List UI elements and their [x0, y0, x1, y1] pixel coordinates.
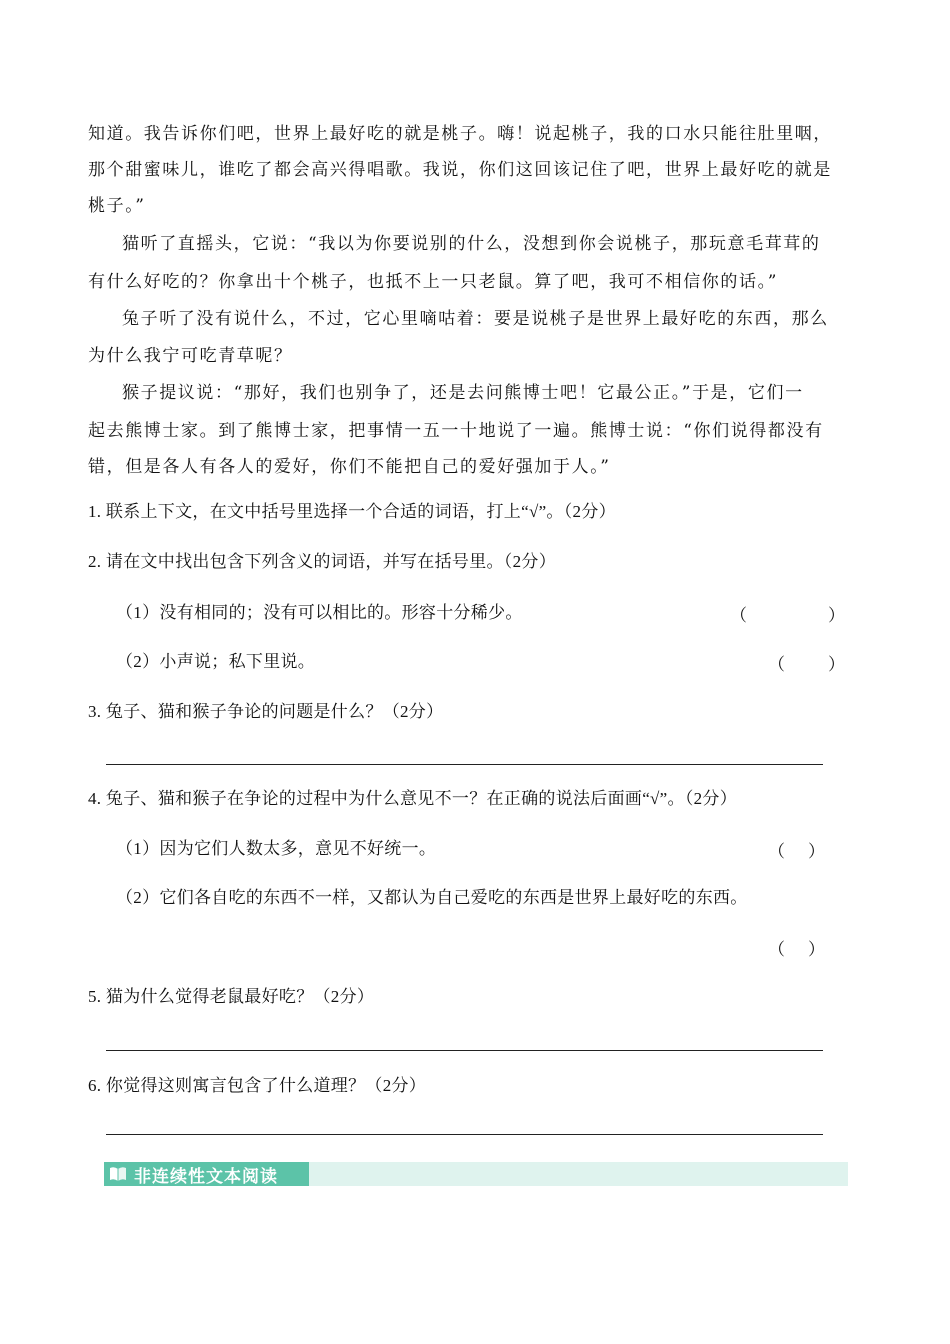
story-line-8: 猴子提议说：“那好，我们也别争了，还是去问熊博士吧！它最公正。”于是，它们一	[122, 383, 804, 403]
story-line-10: 错，但是各人有各人的爱好，你们不能把自己的爱好强加于人。”	[88, 457, 611, 477]
answer-paren-close: ）	[828, 606, 845, 625]
section-title: 非连续性文本阅读	[134, 1166, 278, 1187]
answer-paren-close: ）	[808, 842, 825, 861]
question-4: 4. 兔子、猫和猴子在争论的过程中为什么意见不一？在正确的说法后面画“√”。（2分）	[88, 789, 738, 808]
question-6: 6. 你觉得这则寓言包含了什么道理？（2分）	[88, 1076, 427, 1095]
story-line-1: 知道。我告诉你们吧，世界上最好吃的就是桃子。嗨！说起桃子，我的口水只能往肚里咽，	[88, 124, 832, 144]
story-line-7: 为什么我宁可吃青草呢？	[88, 346, 293, 366]
answer-paren-open[interactable]: （	[768, 842, 785, 861]
question-2: 2. 请在文中找出包含下列含义的词语，并写在括号里。（2分）	[88, 552, 556, 571]
answer-paren-close: ）	[808, 940, 825, 959]
answer-paren-open[interactable]: （	[730, 606, 747, 625]
story-line-6: 兔子听了没有说什么，不过，它心里嘀咕着：要是说桃子是世界上最好吃的东西，那么	[122, 309, 829, 329]
book-icon	[108, 1166, 128, 1182]
section-banner	[104, 1162, 848, 1186]
story-line-2: 那个甜蜜味儿，谁吃了都会高兴得唱歌。我说，你们这回该记住了吧，世界上最好吃的就是	[88, 160, 832, 180]
story-line-5: 有什么好吃的？你拿出十个桃子，也抵不上一只老鼠。算了吧，我可不相信你的话。”	[88, 272, 778, 292]
answer-line-q5[interactable]	[106, 1050, 823, 1051]
question-1: 1. 联系上下文，在文中括号里选择一个合适的词语，打上“√”。（2分）	[88, 502, 616, 521]
question-2-item-1: （1）没有相同的；没有可以相比的。形容十分稀少。	[116, 603, 523, 622]
answer-line-q6[interactable]	[106, 1134, 823, 1135]
question-3: 3. 兔子、猫和猴子争论的问题是什么？（2分）	[88, 702, 444, 721]
question-5: 5. 猫为什么觉得老鼠最好吃？（2分）	[88, 987, 375, 1006]
story-line-9: 起去熊博士家。到了熊博士家，把事情一五一十地说了一遍。熊博士说：“你们说得都没有	[88, 421, 824, 441]
story-line-4: 猫听了直摇头，它说：“我以为你要说别的什么，没想到你会说桃子，那玩意毛茸茸的	[122, 234, 821, 254]
answer-paren-open[interactable]: （	[768, 940, 785, 959]
story-line-3: 桃子。”	[88, 196, 146, 216]
question-4-item-2: （2）它们各自吃的东西不一样，又都认为自己爱吃的东西是世界上最好吃的东西。	[116, 888, 748, 907]
question-4-item-1: （1）因为它们人数太多，意见不好统一。	[116, 839, 437, 858]
section-tag	[104, 1162, 309, 1186]
answer-paren-open[interactable]: （	[768, 655, 785, 674]
answer-paren-close: ）	[828, 655, 845, 674]
answer-line-q3[interactable]	[106, 764, 823, 765]
question-2-item-2: （2）小声说；私下里说。	[116, 652, 316, 671]
